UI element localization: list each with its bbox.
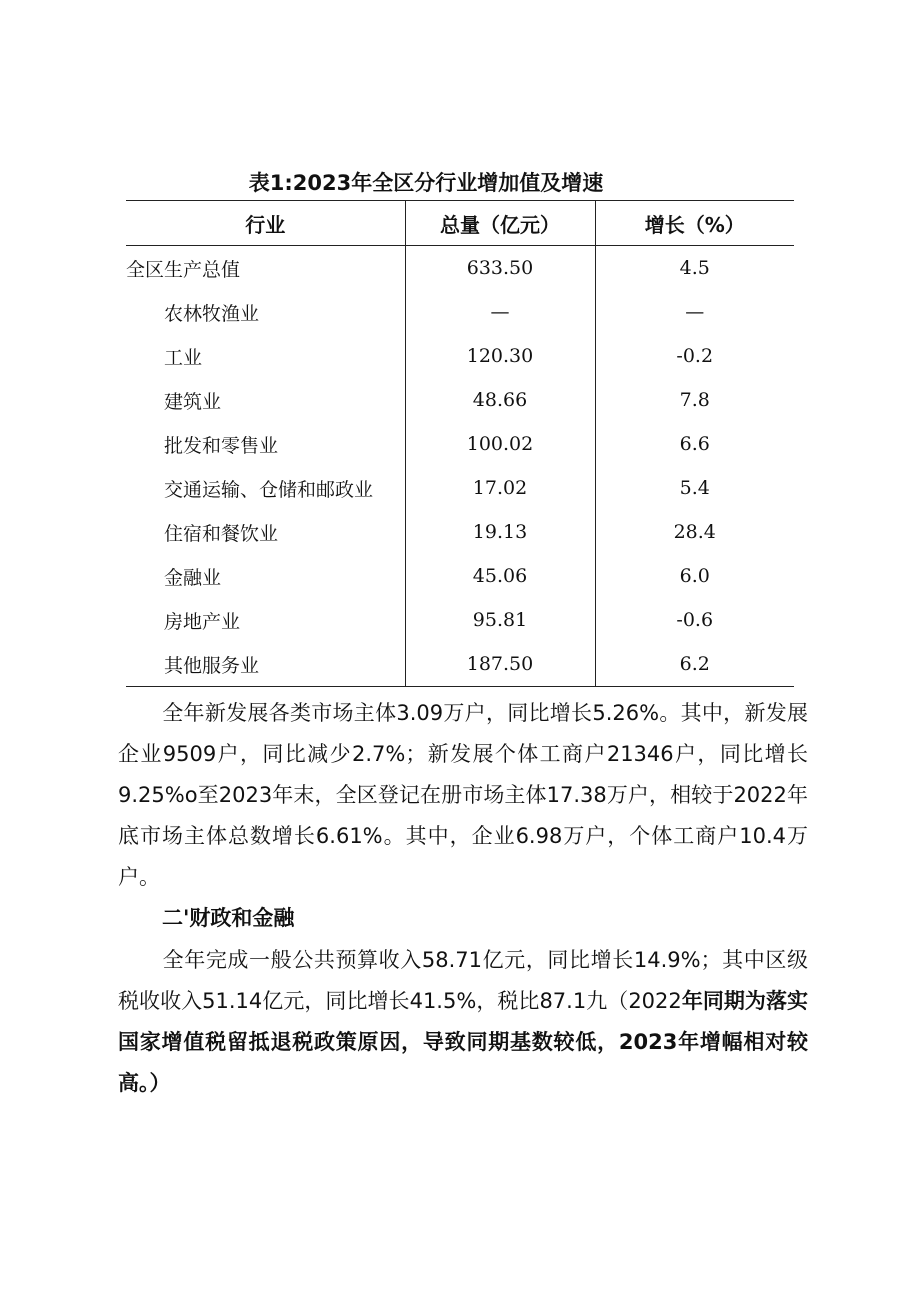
row-name: 农林牧渔业: [164, 302, 260, 325]
row-name: 建筑业: [164, 390, 222, 413]
row-total: —: [405, 290, 595, 334]
table-row: [126, 466, 794, 510]
row-total: 48.66: [405, 378, 595, 422]
row-total: 120.30: [405, 334, 595, 378]
row-growth: -0.6: [595, 598, 794, 642]
table-title: 表1:2023年全区分行业增加值及增速: [248, 171, 604, 195]
market-entity-paragraph: [118, 693, 808, 898]
row-total: 100.02: [405, 422, 595, 466]
table-header-row: [126, 201, 794, 246]
row-name: 金融业: [164, 566, 222, 589]
header-growth: 增长（%）: [595, 201, 794, 246]
table-row: [126, 290, 794, 334]
row-name: 批发和零售业: [164, 434, 279, 457]
table-row: [126, 246, 794, 291]
row-growth: 28.4: [595, 510, 794, 554]
row-name: 工业: [164, 346, 203, 369]
row-growth: 6.2: [595, 642, 794, 687]
row-total: 633.50: [405, 246, 595, 291]
row-growth: 6.0: [595, 554, 794, 598]
row-growth: 5.4: [595, 466, 794, 510]
row-name: 交通运输、仓储和邮政业: [164, 478, 374, 501]
row-total: 45.06: [405, 554, 595, 598]
table-row: [126, 510, 794, 554]
row-total: 95.81: [405, 598, 595, 642]
header-industry: 行业: [126, 201, 405, 246]
market-entity-text: 全年新发展各类市场主体3.09万户，同比增长5.26%。其中，新发展企业9509户，同比减少2.7%；新发展个体工商户21346户，同比增长9.25%o至2023年末，全区登记在册市场主体17.38万户，相较于2022年底市场主体总数增长6.61%。其中，企业6.98万户，个体工商户10.4万户。: [118, 701, 808, 889]
finance-text: 全年完成一般公共预算收入58.71亿元，同比增长14.9%；其中区级税收收入51.14亿元，同比增长41.5%，税比87.1九（2022: [118, 948, 808, 1013]
row-growth: 7.8: [595, 378, 794, 422]
row-name: 其他服务业: [126, 642, 405, 687]
row-growth: -0.2: [595, 334, 794, 378]
finance-note-text: 年同期为落实国家增值税留抵退税政策原因，导致同期基数较低，2023年增幅相对较高。）: [118, 989, 809, 1095]
table-row: [126, 554, 794, 598]
table-row: [126, 642, 794, 687]
row-total: 17.02: [405, 466, 595, 510]
table-row: [126, 598, 794, 642]
table-row: [126, 334, 794, 378]
table-row: [126, 422, 794, 466]
header-total: 总量（亿元）: [405, 201, 595, 246]
industry-table: [126, 200, 794, 687]
row-name: 房地产业: [164, 610, 241, 633]
row-name: 住宿和餐饮业: [164, 522, 279, 545]
row-total: 187.50: [405, 642, 595, 687]
row-total: 19.13: [405, 510, 595, 554]
finance-paragraph: [118, 940, 808, 1104]
row-growth: 4.5: [595, 246, 794, 291]
row-name: 全区生产总值: [126, 258, 241, 281]
section-heading-finance: 二'财政和金融: [162, 906, 295, 930]
table-row: [126, 378, 794, 422]
row-growth: 6.6: [595, 422, 794, 466]
row-growth: —: [595, 290, 794, 334]
